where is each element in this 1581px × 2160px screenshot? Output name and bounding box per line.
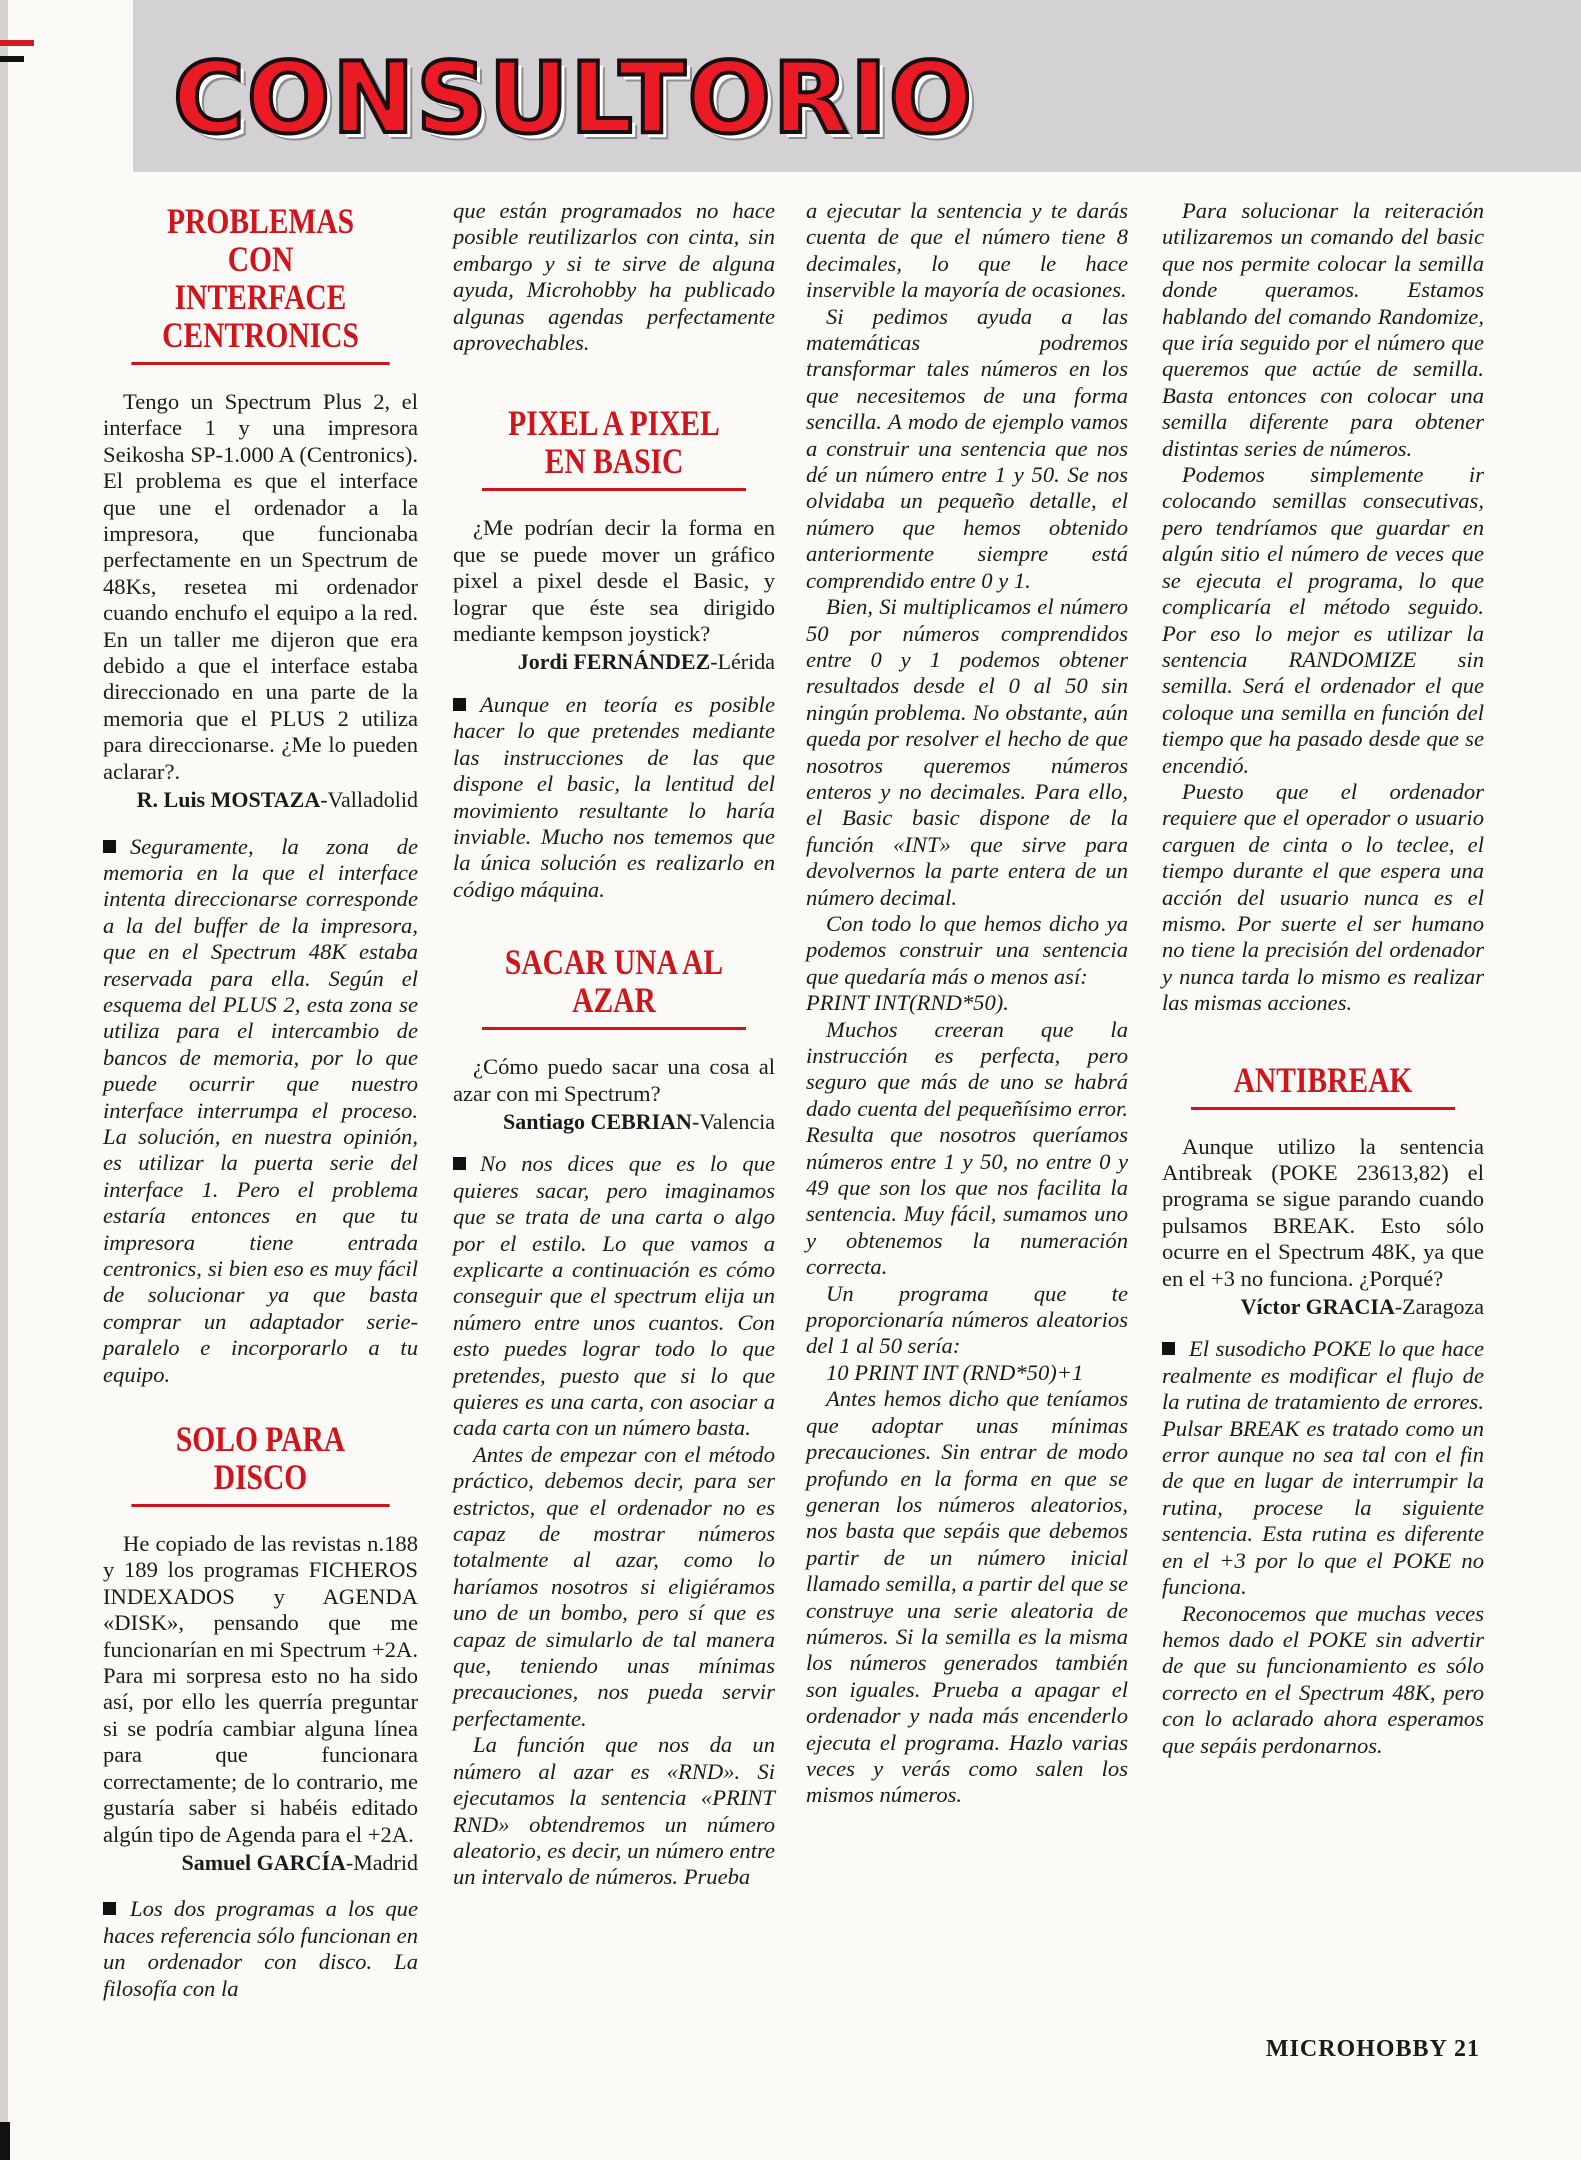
- answer-paragraph: Reconocemos que muchas veces hemos dado el POKE sin advertir de que su funcionamiento es sólo correcto en el Spectrum 48K, pero con lo aclarado ahora esperamos que sepáis perdonarnos.: [1162, 1600, 1484, 1758]
- bullet-square-icon: [453, 1157, 466, 1170]
- editor-answer: Los dos programas a los que haces referencia sólo funcionan en un ordenador con disco. La filosofía con la: [103, 1896, 418, 2001]
- section-antibreak-title: ANTIBREAK: [1162, 1057, 1484, 1110]
- signature: Jordi FERNÁNDEZ-Lérida: [517, 649, 775, 675]
- signature: Santiago CEBRIAN-Valencia: [503, 1108, 775, 1134]
- title-line: INTERFACE: [174, 277, 347, 317]
- answer-paragraph: Con todo lo que hemos dicho ya podemos construir una sentencia que quedaría más o menos así:: [806, 910, 1128, 989]
- editor-answer: Seguramente, la zona de memoria en la que el interface intenta direccionarse corresponde a la del buffer de la impresora, que en el Spectrum 48K estaba reservada para ella. Según el esquema del PLUS 2, esta zona se utiliza para el intercambio de bancos de memoria, por lo que puede ocurrir que nuestro interface interrumpa el proceso. La solución, en nuestra opinión, es utilizar la puerta serie del interface 1. Pero el problema estaría entonces en que tu impresora tiene entrada centronics, si bien eso es muy fácil de solucionar ya que basta comprar un adaptador serie-paralelo e incorporarlo a tu equipo.: [103, 833, 418, 1387]
- section-azar-title: SACAR UNA AL AZAR: [453, 939, 775, 1030]
- title-line: PROBLEMAS CON: [167, 201, 354, 279]
- section-centronics-title: [103, 198, 418, 365]
- left-edge-bar: [0, 0, 8, 2160]
- code-line: 10 PRINT INT (RND*50)+1: [826, 1359, 1084, 1385]
- reader-question: Aunque utilizo la sentencia Antibreak (POKE 23613,82) el programa se sigue parando cuando pulsamos BREAK. Esto sólo ocurre en el Spectrum 48K, ya que en el +3 no funciona. ¿Porqué?: [1162, 1133, 1484, 1291]
- answer-paragraph: Un programa que te proporcionaría números aleatorios del 1 al 50 sería:: [806, 1280, 1128, 1359]
- editor-answer: No nos dices que es lo que quieres sacar, pero imaginamos que se trata de una carta o algo por el estilo. Lo que vamos a explicarte a continuación es cómo conseguir que el spectrum elija un número entre unos cuantos. Con esto puedes lograr todo lo que pretendes, puesto que si lo que quieres es una carta, con asociar a cada carta con un número basta.: [453, 1151, 775, 1441]
- reader-question: Tengo un Spectrum Plus 2, el interface 1 y una impresora Seikosha SP-1.000 A (Centronics). El problema es que el interface que une el ordenador a la impresora, que funcionaba perfectamente en un Spectrum de 48Ks, resetea mi ordenador cuando enchufo el equipo a la red. En un taller me dijeron que era debido a que el interface estaba direccionado en una parte de la memoria que el PLUS 2 utiliza para direccionarse. ¿Me lo pueden aclarar?.: [103, 389, 418, 784]
- bottom-edge-mark: [0, 2122, 10, 2160]
- signature: Víctor GRACIA-Zaragoza: [1240, 1294, 1484, 1320]
- answer-paragraph: La función que nos da un número al azar es «RND». Si ejecutamos la sentencia «PRINT RND» obtendremos un número aleatorio, es decir, un número entre un intervalo de números. Prueba: [453, 1732, 775, 1890]
- answer-paragraph: Puesto que el ordenador requiere que el operador o usuario carguen de cinta o lo teclee, el tiempo durante el que espera una acción del usuario nunca es el mismo. Por suerte el ser humano no tiene la precisión del ordenador y nunca tarda lo mismo es realizar las mismas acciones.: [1162, 778, 1484, 1016]
- title-line: EN BASIC: [544, 441, 684, 482]
- title-line: PIXEL A PIXEL: [508, 403, 720, 444]
- editor-answer: El susodicho POKE lo que hace realmente es modificar el flujo de la rutina de tratamiento de errores. Pulsar BREAK es tratado como un error aunque no sea tal con el fin de que en lugar de interrumpir la rutina, procese la siguiente sentencia. Esta rutina es diferente en el +3 por lo que el POKE no funciona.: [1162, 1336, 1484, 1600]
- answer-paragraph: Para solucionar la reiteración utilizaremos un comando del basic que nos permite colocar la semilla donde queramos. Estamos hablando del comando Randomize, que iría seguido por el número que queremos que actúe de semilla. Basta entonces con colocar una semilla diferente para obtener distintas series de números.: [1162, 198, 1484, 461]
- answer-paragraph: Antes de empezar con el método práctico, debemos decir, para ser estrictos, que el ordenador no es capaz de mostrar números totalmente al azar, como lo haríamos nosotros si eligiéramos uno de un bombo, pero sí que es capaz de simularlo de tal manera que, teniendo unas mínimas precauciones, nos pueda servir perfectamente.: [453, 1441, 775, 1731]
- column-3: [806, 198, 1128, 1809]
- code-line: PRINT INT(RND*50).: [806, 990, 1009, 1016]
- title-line: CENTRONICS: [162, 315, 359, 355]
- page-title: CONSULTORIO: [173, 42, 975, 156]
- reader-question: ¿Cómo puedo sacar una cosa al azar con mi Spectrum?: [453, 1054, 775, 1106]
- bullet-square-icon: [103, 1902, 116, 1915]
- editor-answer: Aunque en teoría es posible hacer lo que pretendes mediante las instrucciones de las que dispone el basic, la lentitud del movimiento resultante lo haría inviable. Mucho nos tememos que la única solución es realizarlo en código máquina.: [453, 691, 775, 902]
- answer-paragraph: Antes hemos dicho que teníamos que adoptar unas mínimas precauciones. Sin entrar de modo profundo en la forma en que se generan los números aleatorios, nos basta que sepáis que debemos partir de un número inicial llamado semilla, a partir del que se construye una serie aleatoria de números. Si la semilla es la misma los números generados también son iguales. Prueba a apagar el ordenador y nada más encenderlo ejecuta el programa. Hazlo varias veces y verás como salen los mismos números.: [806, 1386, 1128, 1808]
- column-4: [1162, 198, 1484, 1759]
- answer-paragraph: Si pedimos ayuda a las matemáticas podremos transformar tales números en los que necesitemos de una forma sencilla. A modo de ejemplo vamos a construir una sentencia que nos dé un número entre 1 y 50. Se nos olvidaba un pequeño detalle, el número que hemos obtenido anteriormente siempre está comprendido entre 0 y 1.: [806, 303, 1128, 593]
- header-band: [133, 0, 1581, 172]
- answer-paragraph: Bien, Si multiplicamos el número 50 por números comprendidos entre 0 y 1 podemos obtener resultados desde el 0 al 50 sin ningún problema. No obstante, aún queda por resolver el hecho de que nosotros queremos números enteros y no decimales. Para ello, el Basic basic dispone de la función «INT» que sirve para devolvernos la parte entera de un número decimal.: [806, 594, 1128, 910]
- section-disco-title: SOLO PARA DISCO: [103, 1416, 418, 1507]
- reader-question: He copiado de las revistas n.188 y 189 los programas FICHEROS INDEXADOS y AGENDA «DISK», pensando que me funcionarían en mi Spectrum +2A. Para mi sorpresa esto no ha sido así, por ello les querría preguntar si se podría cambiar alguna línea para que funcionara correctamente; de lo contrario, me gustaría saber si habéis editado algún tipo de Agenda para el +2A.: [103, 1531, 418, 1847]
- bullet-square-icon: [453, 698, 466, 711]
- bullet-square-icon: [103, 840, 116, 853]
- print-registration-marks: [0, 40, 34, 110]
- column-2: [453, 198, 775, 1891]
- section-pixel-title: [453, 400, 775, 491]
- answer-paragraph: Podemos simplemente ir colocando semillas consecutivas, pero tendríamos que guardar en algún sitio el número de veces que se ejecuta el programa, lo que complicaría el método seguido. Por eso lo mejor es utilizar la sentencia RANDOMIZE sin semilla. Será el ordenador el que coloque una semilla en función del tiempo que ha pasado desde que se encendió.: [1162, 462, 1484, 778]
- page-footer: MICROHOBBY 21: [1265, 2036, 1480, 2062]
- signature: Samuel GARCÍA-Madrid: [181, 1849, 418, 1875]
- bullet-square-icon: [1162, 1342, 1175, 1355]
- signature: R. Luis MOSTAZA-Valladolid: [136, 787, 418, 813]
- editor-answer-continued: que están programados no hace posible reutilizarlos con cinta, sin embargo y si te sirve de alguna ayuda, Microhobby ha publicado algunas agendas perfectamente aprovechables.: [453, 198, 775, 356]
- answer-paragraph: Muchos creeran que la instrucción es perfecta, pero seguro que más de uno se habrá dado cuenta del pequeñísimo error. Resulta que nosotros queríamos números entre 1 y 50, no entre 0 y 49 que son los que nos facilita la sentencia. Muy fácil, sumamos uno y obtenemos la numeración correcta.: [806, 1016, 1128, 1280]
- answer-paragraph: a ejecutar la sentencia y te darás cuenta de que el número tiene 8 decimales, lo que le hace inservible la mayoría de ocasiones.: [806, 198, 1128, 303]
- column-1: [103, 198, 418, 2002]
- reader-question: ¿Me podrían decir la forma en que se puede mover un gráfico pixel a pixel desde el Basic, y lograr que éste sea dirigido mediante kempson joystick?: [453, 515, 775, 647]
